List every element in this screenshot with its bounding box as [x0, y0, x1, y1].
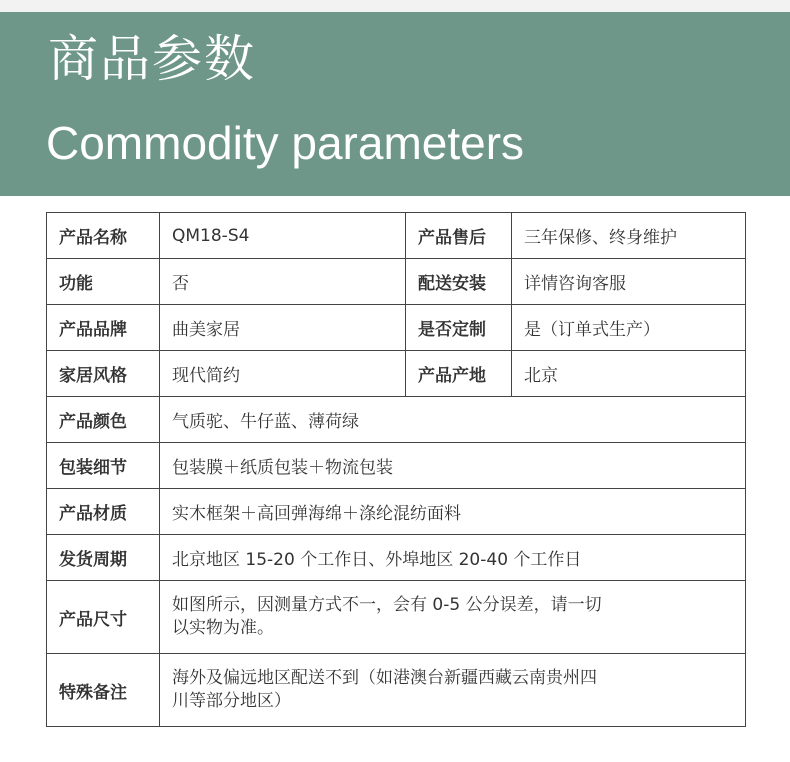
- param-value: 北京: [512, 351, 746, 397]
- param-value-line: 以实物为准。: [172, 618, 274, 638]
- table-row: [47, 489, 746, 535]
- param-value: 否: [160, 259, 406, 305]
- table-row: [47, 351, 746, 397]
- table-row: [47, 443, 746, 489]
- table-row: [47, 581, 746, 654]
- table-row: [47, 654, 746, 727]
- table-row: [47, 213, 746, 259]
- param-label: 产品品牌: [47, 305, 160, 351]
- param-label: 产品尺寸: [47, 581, 160, 654]
- param-value-line: 如图所示，因测量方式不一，会有 0-5 公分误差，请一切: [172, 595, 602, 615]
- param-label: 特殊备注: [47, 654, 160, 727]
- param-label: 产品材质: [47, 489, 160, 535]
- param-value: [160, 654, 746, 727]
- param-value: 实木框架＋高回弹海绵＋涤纶混纺面料: [160, 489, 746, 535]
- param-label: 家居风格: [47, 351, 160, 397]
- param-label: 产品产地: [406, 351, 512, 397]
- param-label: 包装细节: [47, 443, 160, 489]
- param-value: [160, 581, 746, 654]
- param-value: 详情咨询客服: [512, 259, 746, 305]
- param-value-line: 海外及偏远地区配送不到（如港澳台新疆西藏云南贵州四: [172, 668, 597, 688]
- param-label: 产品颜色: [47, 397, 160, 443]
- param-label: 产品售后: [406, 213, 512, 259]
- param-value: QM18-S4: [160, 213, 406, 259]
- param-value: 是（订单式生产）: [512, 305, 746, 351]
- param-label: 功能: [47, 259, 160, 305]
- param-value-line: 川等部分地区）: [172, 691, 291, 711]
- table-row: [47, 535, 746, 581]
- table-row: [47, 259, 746, 305]
- parameters-table: [46, 212, 746, 727]
- param-value: 现代简约: [160, 351, 406, 397]
- param-label: 产品名称: [47, 213, 160, 259]
- param-label: 是否定制: [406, 305, 512, 351]
- top-strip: [0, 0, 790, 12]
- param-value: 三年保修、终身维护: [512, 213, 746, 259]
- param-value: 北京地区 15-20 个工作日、外埠地区 20-40 个工作日: [160, 535, 746, 581]
- header-banner: [0, 12, 790, 196]
- title-english: Commodity parameters: [46, 117, 525, 169]
- param-value: 曲美家居: [160, 305, 406, 351]
- param-label: 配送安装: [406, 259, 512, 305]
- param-value: 气质驼、牛仔蓝、薄荷绿: [160, 397, 746, 443]
- title-chinese: 商品参数: [48, 30, 256, 88]
- table-row: [47, 397, 746, 443]
- table-row: [47, 305, 746, 351]
- param-label: 发货周期: [47, 535, 160, 581]
- param-value: 包装膜＋纸质包装＋物流包装: [160, 443, 746, 489]
